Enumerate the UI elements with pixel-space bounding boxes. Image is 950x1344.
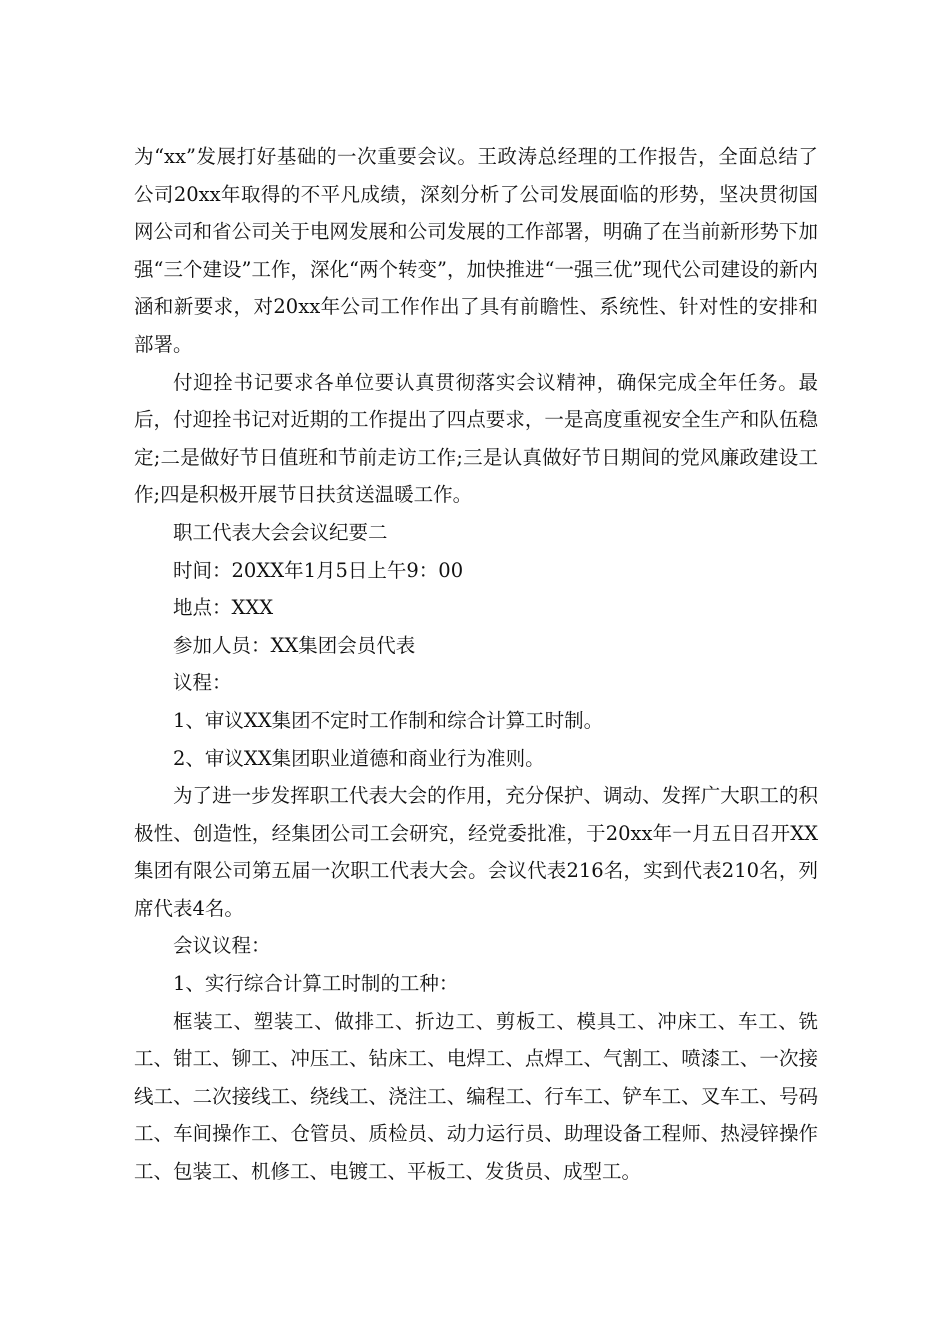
worktype-list: 框装工、塑装工、做排工、折边工、剪板工、模具工、冲床工、车工、铣工、钳工、铆工、冲压工、钻床工、电焊工、点焊工、气割工、喷漆工、一次接线工、二次接线工、绕线工、浇注工、编程工、行车工、铲车工、叉车工、号码工、车间操作工、仓管员、质检员、动力运行员、助理设备工程师、热浸锌操作工、包装工、机修工、电镀工、平板工、发货员、成型工。 <box>134 1009 818 1184</box>
meeting-attendees: 参加人员：XX集团会员代表 <box>173 633 416 657</box>
meeting-agenda-heading: 会议议程： <box>173 934 271 958</box>
agenda-heading: 议程： <box>173 671 232 695</box>
meeting-time: 时间：20XX年1月5日上午9：00 <box>173 558 464 582</box>
agenda-item-1: 1、审议XX集团不定时工作制和综合计算工时制。 <box>173 708 604 732</box>
agenda-item-2: 2、审议XX集团职业道德和商业行为准则。 <box>173 746 545 770</box>
section-title: 职工代表大会会议纪要二 <box>173 520 388 544</box>
paragraph-secretary-requirements: 付迎拴书记要求各单位要认真贯彻落实会议精神，确保完成全年任务。最后，付迎拴书记对近期的工作提出了四点要求，一是高度重视安全生产和队伍稳定;二是做好节日值班和节前走访工作;三是认真做好节日期间的党风廉政建设工作;四是积极开展节日扶贫送温暖工作。 <box>134 370 818 507</box>
worktype-heading: 1、实行综合计算工时制的工种： <box>173 972 459 996</box>
meeting-location: 地点：XXX <box>173 596 274 620</box>
document-body <box>134 138 818 1191</box>
paragraph-congress-intro: 为了进一步发挥职工代表大会的作用，充分保护、调动、发挥广大职工的积极性、创造性，经集团公司工会研究，经党委批准，于20xx年一月五日召开XX集团有限公司第五届一次职工代表大会。会议代表216名，实到代表210名，列席代表4名。 <box>134 784 818 920</box>
paragraph-report-summary: 为“xx”发展打好基础的一次重要会议。王政涛总经理的工作报告，全面总结了公司20xx年取得的不平凡成绩，深刻分析了公司发展面临的形势，坚决贯彻国网公司和省公司关于电网发展和公司发展的工作部署，明确了在当前新形势下加强“三个建设”工作，深化“两个转变”，加快推进“一强三优”现代公司建设的新内涵和新要求，对20xx年公司工作作出了具有前瞻性、系统性、针对性的安排和部署。 <box>134 145 818 356</box>
